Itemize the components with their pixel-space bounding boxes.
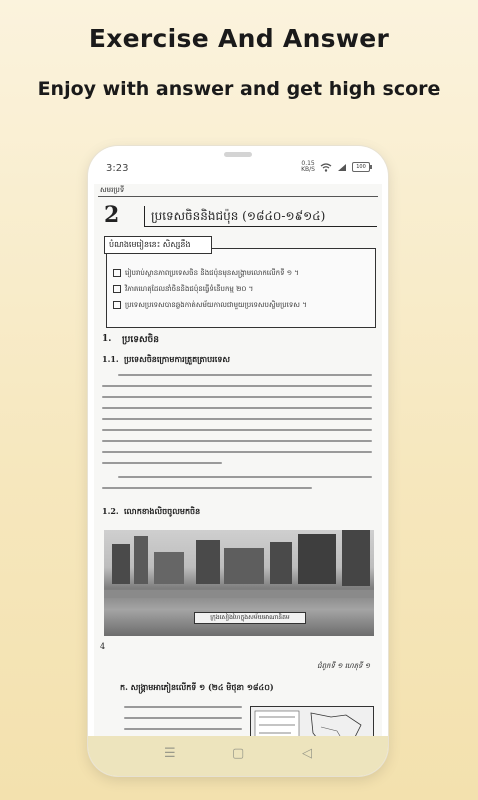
running-head: សមរប្រទី — [100, 186, 125, 194]
section-1-number: 1. — [102, 334, 112, 344]
nav-bar — [88, 736, 388, 776]
chapter-number: 2 — [104, 202, 120, 228]
net-speed-unit: KB/S — [301, 166, 315, 173]
objective-item: រៀបរាប់ស្ថានភាពប្រទេសចិន និងជប៉ុនមុនសង្គ្រាមលោកលើកទី ១ ។ — [113, 269, 299, 279]
section-12-title: លោកខាងលិចចូលមកចិន — [124, 506, 201, 516]
wifi-icon — [320, 163, 332, 172]
menu-icon[interactable]: ☰ — [164, 746, 176, 761]
text-line — [102, 440, 372, 442]
text-line — [124, 706, 242, 708]
section-12-number: 1.2. — [102, 506, 119, 516]
section-11-title: ប្រទេសចិនក្រោមការត្រួតត្រាបរទេស — [124, 354, 231, 364]
document-page[interactable] — [94, 184, 382, 736]
header-rule — [98, 196, 378, 197]
phone-frame — [88, 146, 388, 776]
text-line — [102, 385, 372, 387]
status-bar — [88, 160, 388, 184]
text-line — [102, 418, 372, 420]
section-1-title: ប្រទេសចិន — [122, 335, 159, 345]
text-line — [102, 462, 222, 464]
text-line — [118, 374, 372, 376]
objective-item: វិភាគហេតុដែលនាំចិននិងជប៉ុនធ្វើទំនើបកម្ម ២០ ។ — [113, 285, 253, 295]
text-line — [102, 429, 372, 431]
status-time: 3:23 — [106, 163, 129, 174]
text-line — [102, 396, 372, 398]
footnote: ជំពូកទី ១ ហេតុទី ១ — [317, 662, 370, 670]
photo-caption: ក្រុងសៀងហៃក្នុងសម័យអាណានិគម — [194, 612, 306, 624]
text-line — [118, 476, 372, 478]
objective-item: ប្រទេសប្រទេសបានឆ្លងកាត់សម័យកាលជាមួយប្រទេសបស្ចិមប្រទេស ។ — [113, 301, 307, 311]
chapter-title: ប្រទេសចិននិងជប៉ុន (១៨៤០-១៩១៤) — [144, 206, 377, 227]
text-line — [124, 717, 242, 719]
map-figure — [250, 706, 374, 736]
section-a-title: ក. សង្គ្រាមអាភៀនលើកទី ១ (២៤ មិថុនា ១៨៤០) — [120, 682, 274, 692]
objectives-tab: បំណងមេរៀននេះ សិស្សនឹង — [104, 236, 212, 254]
text-line — [102, 451, 372, 453]
phone-notch — [224, 152, 252, 157]
signal-icon — [337, 163, 347, 172]
home-icon[interactable]: ▢ — [232, 746, 245, 761]
net-speed-value: 0.15 — [301, 160, 315, 167]
net-speed — [301, 161, 315, 173]
page-number: 4 — [100, 642, 106, 651]
text-line — [124, 728, 242, 730]
text-line — [102, 487, 312, 489]
text-line — [102, 407, 372, 409]
promo-title: Exercise And Answer — [88, 24, 390, 53]
section-11-number: 1.1. — [102, 354, 119, 364]
battery-icon: 100 — [352, 162, 370, 172]
back-icon[interactable]: ◁ — [302, 746, 312, 761]
objectives-box — [106, 248, 376, 328]
promo-subtitle: Enjoy with answer and get high score — [37, 78, 441, 100]
